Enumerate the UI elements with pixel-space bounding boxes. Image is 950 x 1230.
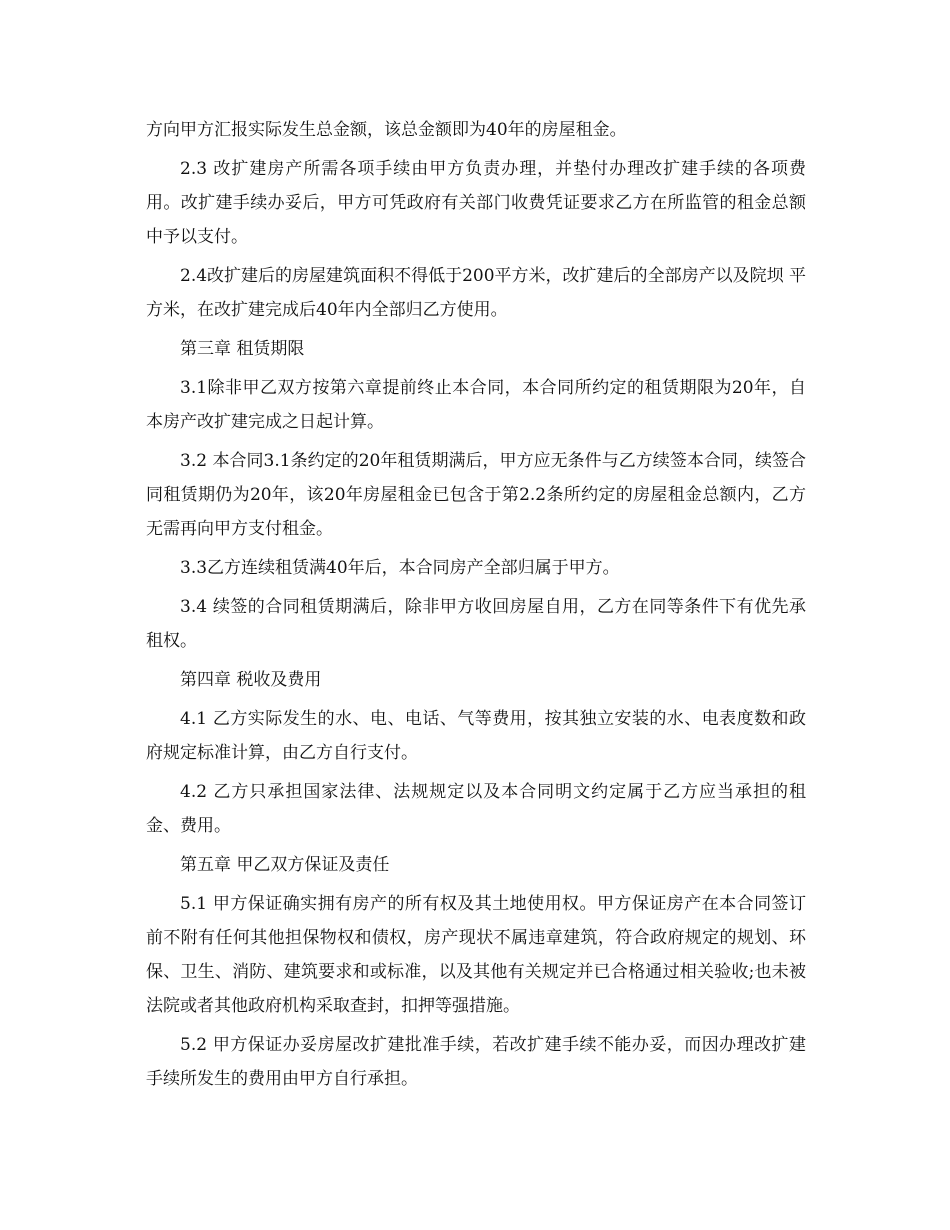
clause-2-4: 2.4改扩建后的房屋建筑面积不得低于200平方米，改扩建后的全部房产以及院坝 平方米，在改扩建完成后40年内全部归乙方使用。 <box>146 266 806 320</box>
clause-5-2: 5.2 甲方保证办妥房屋改扩建批准手续，若改扩建手续不能办妥，而因办理改扩建手续所发生的费用由甲方自行承担。 <box>146 1035 806 1089</box>
clause-5-1: 5.1 甲方保证确实拥有房产的所有权及其土地使用权。甲方保证房产在本合同签订前不附有任何其他担保物权和债权，房产现状不属违章建筑，符合政府规定的规划、环保、卫生、消防、建筑要求和或标准，以及其他有关规定并已合格通过相关验收;也未被法院或者其他政府机构采取查封，扣押等强措施。 <box>146 894 806 1016</box>
clause-3-3: 3.3乙方连续租赁满40年后，本合同房产全部归属于甲方。 <box>180 558 620 578</box>
clause-3-4: 3.4 续签的合同租赁期满后，除非甲方收回房屋自用，乙方在同等条件下有优先承租权。 <box>146 597 806 651</box>
clause-4-1: 4.1 乙方实际发生的水、电、电话、气等费用，按其独立安装的水、电表度数和政府规定标准计算，由乙方自行支付。 <box>146 709 806 763</box>
chapter-4-heading: 第四章 税收及费用 <box>180 670 322 690</box>
chapter-5-heading: 第五章 甲乙双方保证及责任 <box>180 855 390 875</box>
clause-3-1: 3.1除非甲乙双方按第六章提前终止本合同，本合同所约定的租赁期限为20年，自本房产改扩建完成之日起计算。 <box>146 378 806 432</box>
clause-2-3: 2.3 改扩建房产所需各项手续由甲方负责办理，并垫付办理改扩建手续的各项费用。改扩建手续办妥后，甲方可凭政府有关部门收费凭证要求乙方在所监管的租金总额中予以支付。 <box>146 159 806 247</box>
chapter-3-heading: 第三章 租赁期限 <box>180 339 305 359</box>
clause-4-2: 4.2 乙方只承担国家法律、法规规定以及本合同明文约定属于乙方应当承担的租金、费用。 <box>146 782 806 836</box>
document-page <box>146 113 806 1101</box>
clause-3-2: 3.2 本合同3.1条约定的20年租赁期满后，甲方应无条件与乙方续签本合同，续签合同租赁期仍为20年，该20年房屋租金已包含于第2.2条所约定的房屋租金总额内，乙方无需再向甲方支付租金。 <box>146 451 806 539</box>
paragraph-continuation: 方向甲方汇报实际发生总金额，该总金额即为40年的房屋租金。 <box>146 120 627 140</box>
